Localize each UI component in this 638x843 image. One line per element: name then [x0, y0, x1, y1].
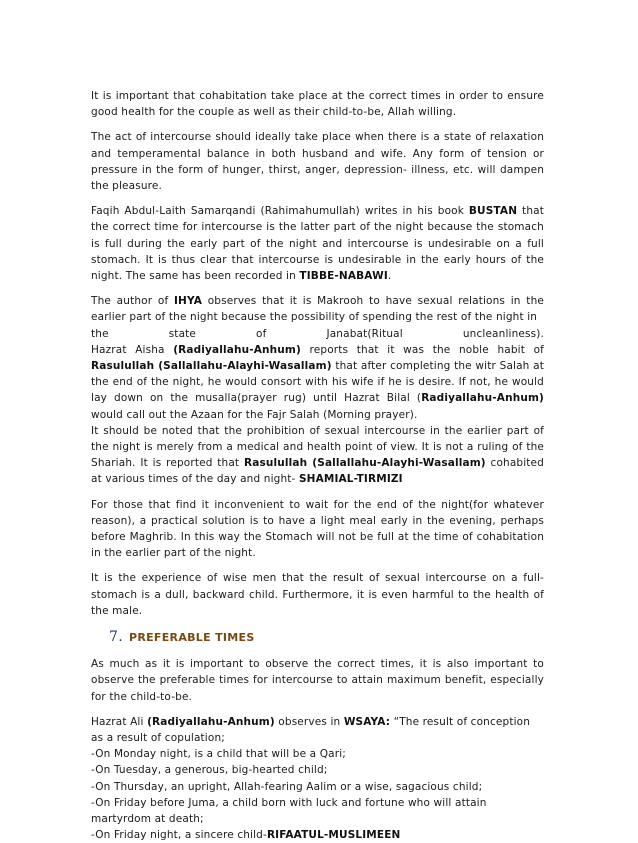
section-heading	[91, 628, 544, 647]
paragraph-preferable-times: As much as it is important to observe the correct times, it is also important to observe the preferable times for intercourse to attain maximum benefit, especially for the child-to-be.	[91, 658, 544, 703]
section-number: 7.	[109, 629, 123, 646]
paragraph-wsaya: Hazrat Ali (Radiyallahu-Anhum) observes in WSAYA: “The result of conception as a result of copulation; -On Monday night, is a child that will be a Qari; -On Tuesday, a generous, big-hearted child; -On Thursday, an upright, Allah-fearing Aalim or a wise, sagacious child; -On Friday before Juma, a child born with luck and fortune who will attain martyrdom at death; -On Friday night, a sincere child-RIFAATUL-MUSLIMEEN	[91, 714, 544, 843]
book-ihya: IHYA	[174, 295, 203, 308]
book-bustan: BUSTAN	[468, 205, 518, 218]
document-body	[91, 88, 544, 843]
paragraph-relaxation: The act of intercourse should ideally take place when there is a state of relaxation and temperamental balance in both husband and wife. Any form of tension or pressure in the form of hunger, thirst, anger, depression- illness, etc. will dampen the pleasure.	[91, 131, 544, 193]
book-tibbe-nabawi: TIBBE-NABAWI	[299, 270, 388, 283]
book-shamail-tirmizi: SHAMIAL-TIRMIZI	[298, 473, 403, 486]
paragraph-light-meal: For those that find it inconvenient to wait for the end of the night(for whatever reason), a practical solution is to have a light meal early in the evening, perhaps before Maghrib. In this way the Stomach will not be full at the time of cohabitation in the earlier part of the night.	[91, 498, 544, 560]
paragraph-bustan: Faqih Abdul-Laith Samarqandi (Rahimahumullah) writes in his book BUSTAN that the correct time for intercourse is the latter part of the night because the stomach is full during the early part of the night and intercourse is undesirable on a full stomach. It is thus clear that intercourse is undesirable in the early hours of the night. The same has been recorded in TIBBE-NABAWI.	[91, 205, 544, 283]
list-item: -On Friday night, a sincere child-RIFAATUL-MUSLIMEEN	[91, 829, 401, 842]
paragraph-cohabitation-timing: It is important that cohabitation take place at the correct times in order to ensure good health for the couple as well as their child-to-be, Allah willing.	[91, 90, 544, 119]
section-title: PREFERABLE TIMES	[128, 631, 255, 645]
paragraph-full-stomach: It is the experience of wise men that the result of sexual intercourse on a full-stomach is a dull, backward child. Furthermore, it is even harmful to the health of the male.	[91, 572, 544, 617]
justified-line: the state of Janabat(Ritual uncleanliness).	[91, 327, 544, 340]
list-item: -On Monday night, is a child that will be a Qari;	[91, 748, 346, 761]
paragraph-ihya: The author of IHYA observes that it is Makrooh to have sexual relations in the earlier part of the night because the possibility of spending the rest of the night in the state of Janabat(Ritual uncleanliness). Hazrat Aisha (Radiyallahu-Anhum) reports that it was the noble habit of Rasulullah (Sallallahu-Alayhi-Wasallam) that after completing the witr Salah at the end of the night, he would consort with his wife if he is desire. If not, he would lay down on the musalla(prayer rug) until Hazrat Bilal (Radiyallahu-Anhum) would call out the Azaan for the Fajr Salah (Morning prayer). It should be noted that the prohibition of sexual intercourse in the earlier part of the night is merely from a medical and health point of view. It is not a ruling of the Shariah. It is reported that Rasulullah (Sallallahu-Alayhi-Wasallam) cohabited at various times of the day and night- SHAMIAL-TIRMIZI	[91, 295, 545, 486]
book-wsaya: WSAYA:	[343, 715, 391, 728]
list-item: -On Tuesday, a generous, big-hearted child;	[91, 764, 328, 777]
list-item: -On Thursday, an upright, Allah-fearing Aalim or a wise, sagacious child;	[91, 780, 483, 793]
list-item: -On Friday before Juma, a child born with luck and fortune who will attain martyrdom at death;	[91, 796, 487, 825]
